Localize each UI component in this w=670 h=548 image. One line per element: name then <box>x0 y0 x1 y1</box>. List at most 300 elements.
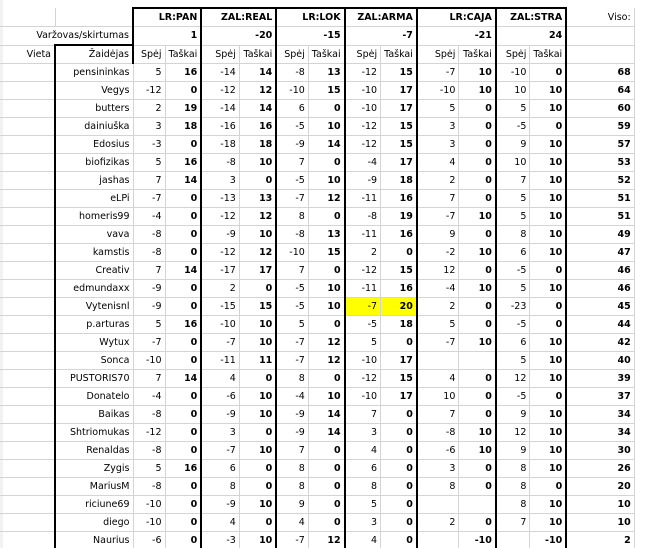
guess-cell[interactable]: 4 <box>417 154 459 172</box>
player-name[interactable]: eLPi <box>55 190 133 208</box>
points-cell[interactable]: 0 <box>530 316 566 334</box>
guess-cell[interactable]: -7 <box>276 532 308 548</box>
guess-cell[interactable]: -9 <box>201 496 239 514</box>
points-cell[interactable]: 16 <box>381 190 417 208</box>
guess-cell[interactable]: 2 <box>345 244 381 262</box>
guess-cell[interactable]: -12 <box>345 64 381 82</box>
points-cell[interactable]: 14 <box>165 370 201 388</box>
guess-cell[interactable]: -7 <box>345 298 381 316</box>
guess-cell[interactable]: -23 <box>496 298 530 316</box>
points-cell[interactable]: 0 <box>381 406 417 424</box>
guess-cell[interactable]: 9 <box>276 496 308 514</box>
points-cell[interactable]: 10 <box>239 226 276 244</box>
points-cell[interactable]: 0 <box>308 100 344 118</box>
guess-cell[interactable]: 5 <box>496 208 530 226</box>
points-cell[interactable]: 0 <box>381 334 417 352</box>
guess-cell[interactable]: 10 <box>496 82 530 100</box>
guess-cell[interactable]: -10 <box>496 64 530 82</box>
guess-cell[interactable]: -7 <box>276 352 308 370</box>
points-cell[interactable]: 0 <box>165 442 201 460</box>
blank-cell[interactable] <box>0 8 55 27</box>
vieta-cell[interactable] <box>0 334 55 352</box>
guess-cell[interactable] <box>496 532 530 548</box>
points-cell[interactable]: 15 <box>308 244 344 262</box>
guess-cell[interactable]: -7 <box>417 64 459 82</box>
points-cell[interactable] <box>459 496 496 514</box>
guess-cell[interactable]: -9 <box>345 172 381 190</box>
guess-cell[interactable]: -14 <box>201 64 239 82</box>
guess-cell[interactable]: 6 <box>345 460 381 478</box>
guess-cell[interactable]: 7 <box>417 406 459 424</box>
guess-cell[interactable]: 5 <box>496 352 530 370</box>
player-name[interactable]: Naurius <box>55 532 133 548</box>
points-cell[interactable]: 10 <box>239 442 276 460</box>
viso-label[interactable]: Viso: <box>566 8 634 27</box>
player-name[interactable]: vava <box>55 226 133 244</box>
guess-cell[interactable]: 2 <box>417 298 459 316</box>
guess-cell[interactable]: 3 <box>345 424 381 442</box>
points-cell[interactable]: 10 <box>530 172 566 190</box>
points-cell[interactable]: 13 <box>308 64 344 82</box>
guess-cell[interactable]: -4 <box>133 388 165 406</box>
guess-cell[interactable]: 8 <box>201 478 239 496</box>
points-cell[interactable]: 10 <box>459 64 496 82</box>
points-cell[interactable]: 17 <box>381 388 417 406</box>
points-cell[interactable]: 0 <box>530 298 566 316</box>
points-cell[interactable]: 0 <box>381 478 417 496</box>
points-cell[interactable]: 15 <box>308 82 344 100</box>
points-cell[interactable]: 14 <box>308 424 344 442</box>
points-cell[interactable]: 12 <box>308 532 344 548</box>
guess-cell[interactable]: 7 <box>276 442 308 460</box>
points-cell[interactable]: 16 <box>165 154 201 172</box>
guess-cell[interactable]: -11 <box>345 280 381 298</box>
vieta-cell[interactable] <box>0 226 55 244</box>
points-cell[interactable]: 12 <box>308 190 344 208</box>
guess-cell[interactable]: -3 <box>201 532 239 548</box>
points-cell[interactable]: 0 <box>239 478 276 496</box>
guess-cell[interactable]: -5 <box>496 388 530 406</box>
total-points[interactable]: 37 <box>566 388 634 406</box>
points-cell[interactable]: 20 <box>381 298 417 316</box>
points-cell[interactable]: 0 <box>459 118 496 136</box>
spej-header[interactable]: Spėj <box>496 45 530 64</box>
spej-header[interactable]: Spėj <box>201 45 239 64</box>
player-name[interactable]: Vytenisnl <box>55 298 133 316</box>
points-cell[interactable]: 0 <box>165 244 201 262</box>
guess-cell[interactable]: -18 <box>201 136 239 154</box>
guess-cell[interactable]: -3 <box>133 136 165 154</box>
points-cell[interactable]: 0 <box>165 136 201 154</box>
guess-cell[interactable]: -9 <box>276 424 308 442</box>
points-cell[interactable]: 10 <box>530 370 566 388</box>
vieta-cell[interactable] <box>0 190 55 208</box>
points-cell[interactable]: 0 <box>165 532 201 548</box>
guess-cell[interactable]: -5 <box>276 298 308 316</box>
points-cell[interactable]: 0 <box>308 316 344 334</box>
points-cell[interactable]: 0 <box>381 514 417 532</box>
guess-cell[interactable]: 5 <box>496 280 530 298</box>
guess-cell[interactable]: 5 <box>276 316 308 334</box>
points-cell[interactable]: 10 <box>308 388 344 406</box>
guess-cell[interactable]: 9 <box>496 136 530 154</box>
guess-cell[interactable]: 12 <box>496 424 530 442</box>
points-cell[interactable]: 14 <box>239 64 276 82</box>
total-points[interactable]: 68 <box>566 64 634 82</box>
points-cell[interactable]: 12 <box>239 208 276 226</box>
guess-cell[interactable]: -10 <box>133 514 165 532</box>
player-name[interactable]: Wytux <box>55 334 133 352</box>
points-cell[interactable]: 0 <box>308 262 344 280</box>
total-points[interactable]: 10 <box>566 496 634 514</box>
vieta-cell[interactable] <box>0 370 55 388</box>
guess-cell[interactable]: -12 <box>201 82 239 100</box>
guess-cell[interactable]: -10 <box>345 388 381 406</box>
guess-cell[interactable]: 7 <box>276 154 308 172</box>
blank-cell[interactable] <box>566 27 634 46</box>
match-header[interactable]: ZAL:STRA <box>496 8 566 27</box>
points-cell[interactable]: 10 <box>459 82 496 100</box>
player-name[interactable]: dainiuška <box>55 118 133 136</box>
player-name[interactable]: Sonca <box>55 352 133 370</box>
points-cell[interactable]: 0 <box>530 118 566 136</box>
player-name[interactable]: pensininkas <box>55 64 133 82</box>
points-cell[interactable]: 0 <box>165 352 201 370</box>
guess-cell[interactable]: -8 <box>345 208 381 226</box>
points-cell[interactable]: 0 <box>530 388 566 406</box>
guess-cell[interactable]: -8 <box>417 424 459 442</box>
total-points[interactable]: 49 <box>566 226 634 244</box>
guess-cell[interactable]: 8 <box>496 460 530 478</box>
vieta-cell[interactable] <box>0 298 55 316</box>
points-cell[interactable]: 0 <box>308 460 344 478</box>
guess-cell[interactable]: 4 <box>345 442 381 460</box>
guess-cell[interactable]: 3 <box>417 118 459 136</box>
vieta-cell[interactable] <box>0 118 55 136</box>
guess-cell[interactable]: 5 <box>133 64 165 82</box>
vieta-cell[interactable] <box>0 352 55 370</box>
points-cell[interactable]: 10 <box>530 352 566 370</box>
points-cell[interactable]: 10 <box>239 334 276 352</box>
points-cell[interactable]: 10 <box>459 424 496 442</box>
points-cell[interactable]: 10 <box>530 136 566 154</box>
points-cell[interactable]: 0 <box>165 190 201 208</box>
guess-cell[interactable]: 8 <box>496 226 530 244</box>
points-cell[interactable]: 0 <box>239 280 276 298</box>
points-cell[interactable]: 16 <box>165 460 201 478</box>
guess-cell[interactable]: 7 <box>496 172 530 190</box>
points-cell[interactable]: -10 <box>459 532 496 548</box>
match-diff[interactable]: 24 <box>496 27 566 46</box>
points-cell[interactable]: 0 <box>381 532 417 548</box>
taskai-header[interactable]: Taškai <box>239 45 276 64</box>
guess-cell[interactable]: -7 <box>201 442 239 460</box>
points-cell[interactable]: 10 <box>459 442 496 460</box>
spej-header[interactable]: Spėj <box>345 45 381 64</box>
points-cell[interactable]: 18 <box>381 172 417 190</box>
guess-cell[interactable]: 3 <box>201 424 239 442</box>
guess-cell[interactable]: 3 <box>345 514 381 532</box>
guess-cell[interactable]: -10 <box>417 82 459 100</box>
points-cell[interactable]: 0 <box>165 406 201 424</box>
guess-cell[interactable]: 7 <box>345 406 381 424</box>
points-cell[interactable]: 17 <box>381 352 417 370</box>
guess-cell[interactable]: 4 <box>201 370 239 388</box>
points-cell[interactable]: 0 <box>165 478 201 496</box>
guess-cell[interactable]: -9 <box>133 298 165 316</box>
points-cell[interactable]: 10 <box>530 154 566 172</box>
guess-cell[interactable]: -10 <box>133 352 165 370</box>
guess-cell[interactable]: 12 <box>496 370 530 388</box>
guess-cell[interactable]: 3 <box>417 136 459 154</box>
points-cell[interactable]: 19 <box>381 208 417 226</box>
guess-cell[interactable]: -4 <box>345 154 381 172</box>
guess-cell[interactable]: 5 <box>417 100 459 118</box>
points-cell[interactable]: 0 <box>165 226 201 244</box>
guess-cell[interactable]: 8 <box>276 478 308 496</box>
total-points[interactable]: 53 <box>566 154 634 172</box>
points-cell[interactable]: 0 <box>459 262 496 280</box>
guess-cell[interactable]: 3 <box>417 460 459 478</box>
points-cell[interactable]: 17 <box>381 154 417 172</box>
guess-cell[interactable]: -10 <box>345 352 381 370</box>
points-cell[interactable]: 0 <box>459 136 496 154</box>
guess-cell[interactable]: -7 <box>201 334 239 352</box>
guess-cell[interactable]: -17 <box>201 262 239 280</box>
player-name[interactable]: p.arturas <box>55 316 133 334</box>
guess-cell[interactable]: 8 <box>276 208 308 226</box>
taskai-header[interactable]: Taškai <box>165 45 201 64</box>
guess-cell[interactable]: 4 <box>201 514 239 532</box>
points-cell[interactable]: 11 <box>239 352 276 370</box>
player-name[interactable]: edmundaxx <box>55 280 133 298</box>
points-cell[interactable]: 14 <box>239 100 276 118</box>
player-name[interactable]: Donatelo <box>55 388 133 406</box>
points-cell[interactable]: 0 <box>165 388 201 406</box>
vieta-cell[interactable] <box>0 424 55 442</box>
points-cell[interactable]: 10 <box>239 154 276 172</box>
match-diff[interactable]: -21 <box>417 27 496 46</box>
vieta-cell[interactable] <box>0 442 55 460</box>
points-cell[interactable]: 0 <box>165 208 201 226</box>
guess-cell[interactable]: -8 <box>133 226 165 244</box>
guess-cell[interactable]: -4 <box>276 388 308 406</box>
guess-cell[interactable]: -10 <box>345 82 381 100</box>
points-cell[interactable]: 0 <box>381 442 417 460</box>
points-cell[interactable]: 10 <box>459 208 496 226</box>
guess-cell[interactable]: -10 <box>276 82 308 100</box>
points-cell[interactable]: 15 <box>239 298 276 316</box>
guess-cell[interactable]: 5 <box>133 316 165 334</box>
total-points[interactable]: 60 <box>566 100 634 118</box>
guess-cell[interactable]: 6 <box>496 244 530 262</box>
guess-cell[interactable]: 5 <box>496 100 530 118</box>
guess-cell[interactable]: 10 <box>417 388 459 406</box>
guess-cell[interactable]: 8 <box>496 496 530 514</box>
total-points[interactable]: 34 <box>566 424 634 442</box>
points-cell[interactable]: 10 <box>530 424 566 442</box>
guess-cell[interactable]: 5 <box>345 496 381 514</box>
points-cell[interactable]: -10 <box>530 532 566 548</box>
guess-cell[interactable]: 2 <box>201 280 239 298</box>
points-cell[interactable]: 18 <box>239 136 276 154</box>
points-cell[interactable]: 10 <box>239 496 276 514</box>
points-cell[interactable]: 0 <box>239 460 276 478</box>
points-cell[interactable]: 0 <box>459 406 496 424</box>
points-cell[interactable]: 0 <box>459 172 496 190</box>
match-diff[interactable]: 1 <box>133 27 201 46</box>
points-cell[interactable]: 0 <box>530 64 566 82</box>
points-cell[interactable]: 17 <box>381 82 417 100</box>
points-cell[interactable]: 10 <box>530 82 566 100</box>
blank-cell[interactable] <box>566 45 634 64</box>
vieta-cell[interactable] <box>0 280 55 298</box>
guess-cell[interactable]: -10 <box>276 244 308 262</box>
points-cell[interactable]: 0 <box>239 514 276 532</box>
points-cell[interactable]: 0 <box>239 424 276 442</box>
taskai-header[interactable]: Taškai <box>530 45 566 64</box>
guess-cell[interactable]: -5 <box>276 172 308 190</box>
match-header[interactable]: LR:PAN <box>133 8 201 27</box>
points-cell[interactable]: 0 <box>239 172 276 190</box>
points-cell[interactable]: 14 <box>308 136 344 154</box>
points-cell[interactable]: 0 <box>308 478 344 496</box>
vieta-cell[interactable] <box>0 460 55 478</box>
points-cell[interactable]: 10 <box>308 280 344 298</box>
points-cell[interactable]: 10 <box>308 172 344 190</box>
points-cell[interactable]: 16 <box>381 226 417 244</box>
player-name[interactable]: Vegys <box>55 82 133 100</box>
points-cell[interactable]: 18 <box>165 118 201 136</box>
points-cell[interactable]: 0 <box>459 100 496 118</box>
points-cell[interactable]: 0 <box>459 388 496 406</box>
vieta-cell[interactable] <box>0 532 55 548</box>
total-points[interactable]: 46 <box>566 280 634 298</box>
match-header[interactable]: ZAL:REAL <box>201 8 276 27</box>
guess-cell[interactable]: -8 <box>276 226 308 244</box>
vieta-cell[interactable] <box>0 208 55 226</box>
points-cell[interactable]: 0 <box>459 298 496 316</box>
points-cell[interactable]: 15 <box>381 118 417 136</box>
points-cell[interactable]: 14 <box>165 172 201 190</box>
points-cell[interactable]: 17 <box>239 262 276 280</box>
guess-cell[interactable]: 12 <box>417 262 459 280</box>
points-cell[interactable]: 0 <box>165 514 201 532</box>
points-cell[interactable]: 12 <box>308 352 344 370</box>
vieta-cell[interactable] <box>0 100 55 118</box>
total-points[interactable]: 51 <box>566 208 634 226</box>
total-points[interactable]: 64 <box>566 82 634 100</box>
guess-cell[interactable]: -7 <box>133 190 165 208</box>
guess-cell[interactable]: 7 <box>417 190 459 208</box>
points-cell[interactable]: 10 <box>530 442 566 460</box>
guess-cell[interactable]: 4 <box>345 532 381 548</box>
taskai-header[interactable]: Taškai <box>308 45 344 64</box>
points-cell[interactable]: 15 <box>381 64 417 82</box>
player-name[interactable]: MariusM <box>55 478 133 496</box>
guess-cell[interactable]: 2 <box>417 514 459 532</box>
points-cell[interactable]: 10 <box>239 406 276 424</box>
guess-cell[interactable]: -16 <box>201 118 239 136</box>
points-cell[interactable]: 0 <box>459 190 496 208</box>
player-name[interactable]: Baikas <box>55 406 133 424</box>
points-cell[interactable]: 10 <box>530 244 566 262</box>
guess-cell[interactable]: 5 <box>417 316 459 334</box>
points-cell[interactable]: 13 <box>239 190 276 208</box>
total-points[interactable]: 45 <box>566 298 634 316</box>
player-name[interactable]: kamstis <box>55 244 133 262</box>
points-cell[interactable]: 0 <box>308 370 344 388</box>
points-cell[interactable]: 10 <box>530 100 566 118</box>
vieta-cell[interactable] <box>0 316 55 334</box>
points-cell[interactable]: 0 <box>165 496 201 514</box>
guess-cell[interactable]: 6 <box>276 100 308 118</box>
points-cell[interactable]: 0 <box>459 316 496 334</box>
vieta-cell[interactable] <box>0 478 55 496</box>
guess-cell[interactable] <box>417 496 459 514</box>
guess-cell[interactable]: -12 <box>201 244 239 262</box>
points-cell[interactable]: 10 <box>530 460 566 478</box>
guess-cell[interactable]: 5 <box>133 460 165 478</box>
guess-cell[interactable]: -11 <box>345 190 381 208</box>
guess-cell[interactable]: 8 <box>345 478 381 496</box>
points-cell[interactable]: 0 <box>459 370 496 388</box>
points-cell[interactable]: 10 <box>530 334 566 352</box>
points-cell[interactable] <box>459 352 496 370</box>
guess-cell[interactable]: -5 <box>276 118 308 136</box>
player-name[interactable]: Renaldas <box>55 442 133 460</box>
total-points[interactable]: 10 <box>566 514 634 532</box>
guess-cell[interactable]: -9 <box>201 406 239 424</box>
player-name[interactable]: Zygis <box>55 460 133 478</box>
vieta-header[interactable]: Vieta <box>0 45 55 64</box>
guess-cell[interactable]: -7 <box>276 190 308 208</box>
guess-cell[interactable]: 8 <box>496 478 530 496</box>
points-cell[interactable]: 12 <box>308 334 344 352</box>
guess-cell[interactable]: -5 <box>496 118 530 136</box>
guess-cell[interactable]: 9 <box>417 226 459 244</box>
total-points[interactable]: 26 <box>566 460 634 478</box>
guess-cell[interactable]: 9 <box>496 442 530 460</box>
vieta-cell[interactable] <box>0 136 55 154</box>
guess-cell[interactable]: 2 <box>133 100 165 118</box>
points-cell[interactable]: 0 <box>308 496 344 514</box>
total-points[interactable]: 57 <box>566 136 634 154</box>
guess-cell[interactable]: -8 <box>133 478 165 496</box>
player-name[interactable]: diego <box>55 514 133 532</box>
guess-cell[interactable]: -10 <box>345 100 381 118</box>
guess-cell[interactable]: -12 <box>201 208 239 226</box>
guess-cell[interactable]: -8 <box>133 244 165 262</box>
match-diff[interactable]: -20 <box>201 27 276 46</box>
guess-cell[interactable]: -12 <box>345 262 381 280</box>
guess-cell[interactable]: -9 <box>201 226 239 244</box>
points-cell[interactable]: 0 <box>165 280 201 298</box>
points-cell[interactable]: 0 <box>459 460 496 478</box>
vieta-cell[interactable] <box>0 64 55 82</box>
points-cell[interactable]: 0 <box>308 442 344 460</box>
total-points[interactable]: 59 <box>566 118 634 136</box>
match-header[interactable]: ZAL:ARMA <box>345 8 417 27</box>
player-name[interactable]: Creativ <box>55 262 133 280</box>
guess-cell[interactable]: -8 <box>133 406 165 424</box>
vieta-cell[interactable] <box>0 514 55 532</box>
points-cell[interactable]: 0 <box>530 262 566 280</box>
vieta-cell[interactable] <box>0 262 55 280</box>
points-cell[interactable]: 10 <box>308 298 344 316</box>
points-cell[interactable]: 0 <box>165 82 201 100</box>
points-cell[interactable]: 0 <box>381 460 417 478</box>
